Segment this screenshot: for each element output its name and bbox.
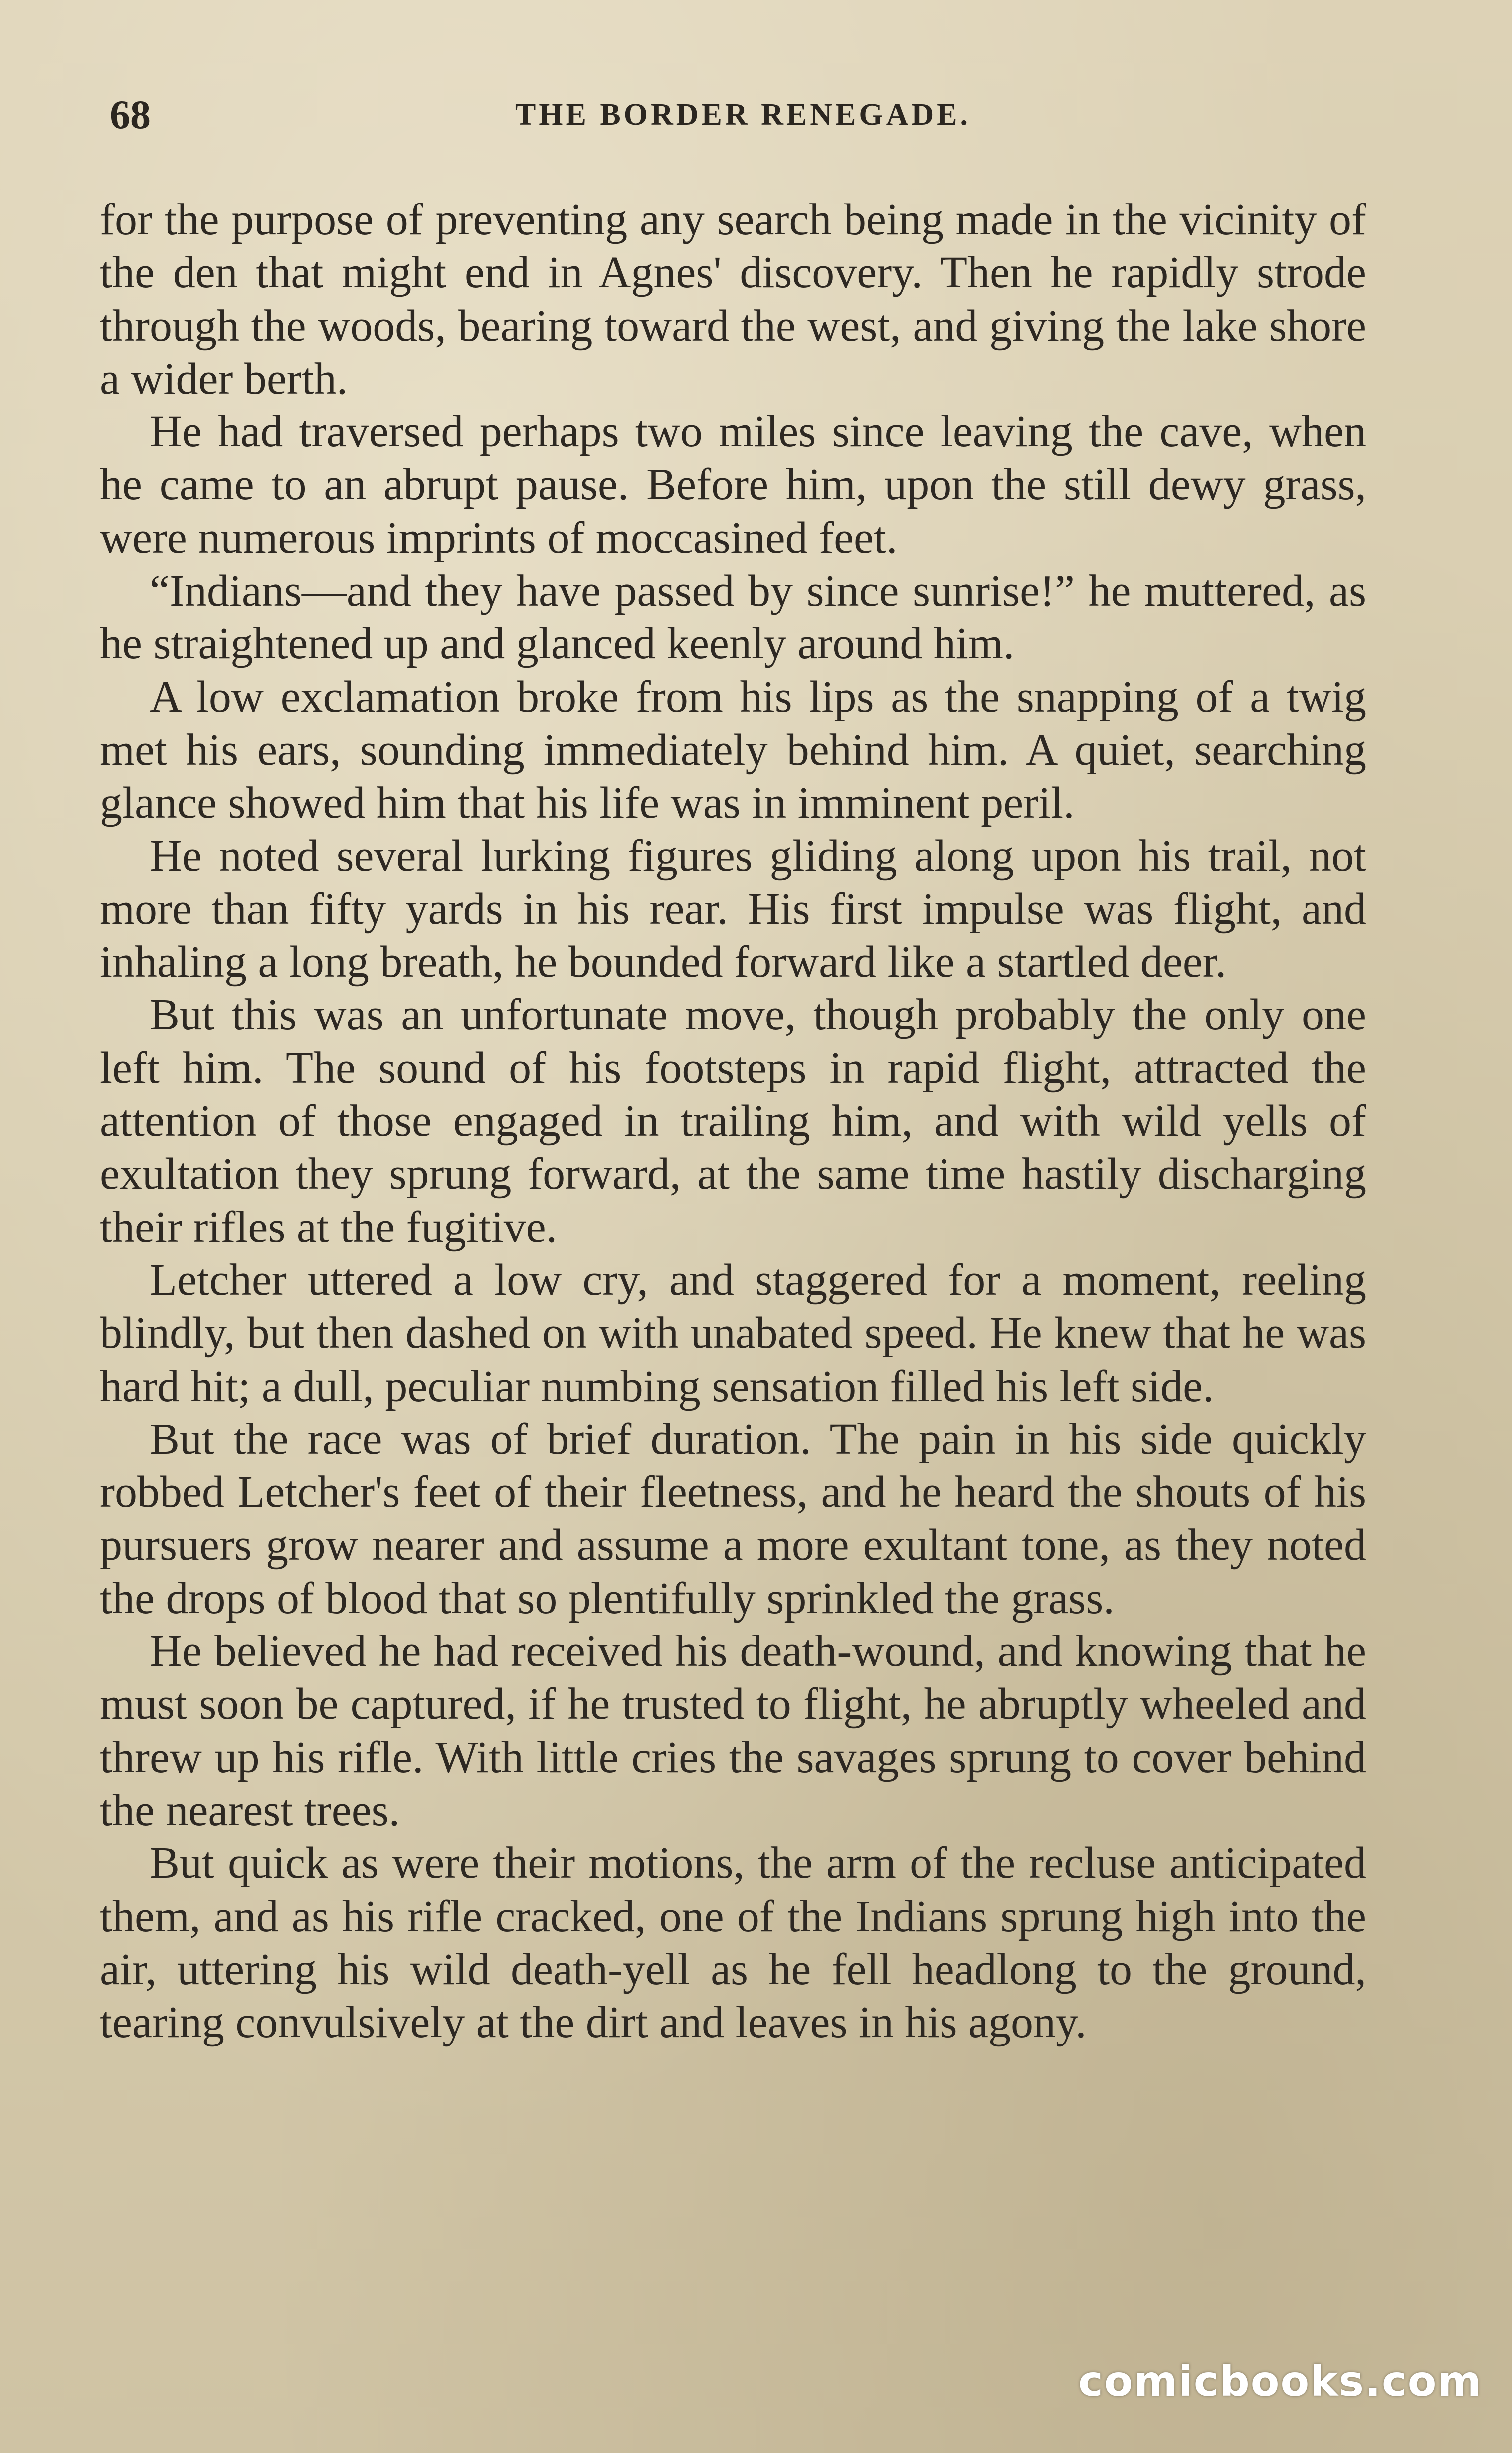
body-text [100, 194, 1366, 2049]
paragraph: But quick as were their motions, the arm of the recluse anticipated them, and as his rifle cracked, one of the Indians sprung high into the air, uttering his wild death-yell as he fell headlong to the ground, tearing convulsively at the dirt and leaves in his agony. [100, 1839, 1366, 2047]
paragraph: “Indians—and they have passed by since sunrise!” he muttered, as he straightened up and glanced keenly around him. [100, 566, 1366, 669]
running-head-title: THE BORDER RENEGADE. [515, 98, 971, 132]
paragraph: He noted several lurking figures gliding along upon his trail, not more than fifty yards in his rear. His first impulse was flight, and inhaling a long breath, he bounded forward like a startled deer. [100, 831, 1366, 987]
paragraph: But the race was of brief duration. The pain in his side quickly robbed Letcher's feet of their fleetness, and he heard the shouts of his pursuers grow nearer and assume a more exultant tone, as they noted the drops of blood that so plentifully sprinkled the grass. [100, 1414, 1366, 1623]
paragraph: Letcher uttered a low cry, and staggered for a moment, reeling blindly, but then dashed on with unabated speed. He knew that he was hard hit; a dull, peculiar numbing sensation filled his left side. [100, 1255, 1366, 1411]
paragraph: He believed he had received his death-wound, and knowing that he must soon be captured, if he trusted to flight, he abruptly wheeled and threw up his rifle. With little cries the savages sprung to cover behind the nearest trees. [100, 1627, 1366, 1835]
watermark-text: comicbooks.com [1078, 2357, 1482, 2406]
page-number: 68 [110, 92, 151, 137]
paragraph: But this was an unfortunate move, though probably the only one left him. The sound of his footsteps in rapid flight, attracted the attention of those engaged in trailing him, and with wild yells of exultation they sprung forward, at the same time hastily discharging their rifles at the fugitive. [100, 990, 1366, 1252]
paragraph: He had traversed perhaps two miles since leaving the cave, when he came to an abrupt pause. Before him, upon the still dewy grass, were numerous imprints of moccasined feet. [100, 407, 1366, 563]
paragraph: A low exclamation broke from his lips as the snapping of a twig met his ears, sounding immediately behind him. A quiet, searching glance showed him that his life was in imminent peril. [100, 672, 1366, 828]
page-header [105, 85, 1361, 145]
paragraph: for the purpose of preventing any search being made in the vicinity of the den that might end in Agnes' discovery. Then he rapidly strode through the woods, bearing toward the west, and giving the lake shore a wider berth. [100, 195, 1366, 404]
